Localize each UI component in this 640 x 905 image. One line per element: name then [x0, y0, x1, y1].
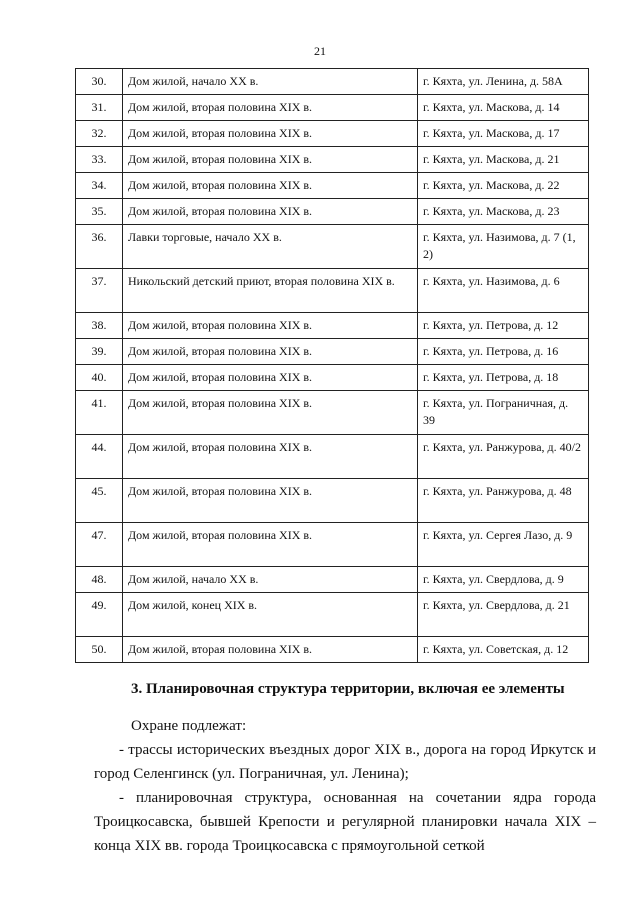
row-number: 30. [76, 69, 123, 95]
object-name: Дом жилой, конец XIX в. [123, 593, 418, 637]
table-row [76, 313, 589, 339]
object-address: г. Кяхта, ул. Советская, д. 12 [418, 637, 589, 663]
row-number: 48. [76, 567, 123, 593]
object-address: г. Кяхта, ул. Свердлова, д. 21 [418, 593, 589, 637]
object-name: Дом жилой, вторая половина XIX в. [123, 121, 418, 147]
object-name: Дом жилой, вторая половина XIX в. [123, 435, 418, 479]
protected-item-structure: - планировочная структура, основанная на сочетании ядра города Троицкосавска, бывшей Крепости и регулярной планировки начала XIX – конца XIX вв. города Троицкосавска с прямоугольной сеткой [94, 790, 596, 854]
object-address: г. Кяхта, ул. Петрова, д. 18 [418, 365, 589, 391]
row-number: 41. [76, 391, 123, 435]
object-name: Дом жилой, вторая половина XIX в. [123, 313, 418, 339]
object-address: г. Кяхта, ул. Ранжурова, д. 48 [418, 479, 589, 523]
table-row [76, 365, 589, 391]
page-number: 21 [314, 44, 326, 58]
row-number: 39. [76, 339, 123, 365]
object-address: г. Кяхта, ул. Назимова, д. 7 (1, 2) [418, 225, 589, 269]
table-row [76, 637, 589, 663]
object-name: Дом жилой, начало XX в. [123, 69, 418, 95]
table-row [76, 593, 589, 637]
object-address: г. Кяхта, ул. Ранжурова, д. 40/2 [418, 435, 589, 479]
protected-item-roads: - трассы исторических въездных дорог XIX в., дорога на город Иркутск и город Селенгинск (ул. Пограничная, ул. Ленина); [94, 742, 596, 782]
table-row [76, 69, 589, 95]
table-row [76, 269, 589, 313]
table-row [76, 523, 589, 567]
protection-intro: Охране подлежат: [131, 718, 247, 734]
section-title: 3. Планировочная структура территории, включая ее элементы [131, 681, 565, 697]
table-row [76, 339, 589, 365]
row-number: 49. [76, 593, 123, 637]
table-body [76, 69, 589, 663]
object-name: Дом жилой, вторая половина XIX в. [123, 637, 418, 663]
table-row [76, 479, 589, 523]
row-number: 36. [76, 225, 123, 269]
row-number: 45. [76, 479, 123, 523]
object-name: Дом жилой, вторая половина XIX в. [123, 95, 418, 121]
object-address: г. Кяхта, ул. Ленина, д. 58А [418, 69, 589, 95]
row-number: 40. [76, 365, 123, 391]
row-number: 47. [76, 523, 123, 567]
object-address: г. Кяхта, ул. Маскова, д. 21 [418, 147, 589, 173]
object-name: Дом жилой, вторая половина XIX в. [123, 479, 418, 523]
object-address: г. Кяхта, ул. Маскова, д. 17 [418, 121, 589, 147]
object-name: Дом жилой, вторая половина XIX в. [123, 365, 418, 391]
row-number: 33. [76, 147, 123, 173]
object-name: Лавки торговые, начало XX в. [123, 225, 418, 269]
object-name: Дом жилой, вторая половина XIX в. [123, 147, 418, 173]
row-number: 31. [76, 95, 123, 121]
object-name: Никольский детский приют, вторая половина XIX в. [123, 269, 418, 313]
object-address: г. Кяхта, ул. Сергея Лазо, д. 9 [418, 523, 589, 567]
table-row [76, 567, 589, 593]
row-number: 38. [76, 313, 123, 339]
row-number: 50. [76, 637, 123, 663]
table-row [76, 435, 589, 479]
table-row [76, 199, 589, 225]
object-name: Дом жилой, вторая половина XIX в. [123, 523, 418, 567]
object-address: г. Кяхта, ул. Маскова, д. 14 [418, 95, 589, 121]
object-name: Дом жилой, вторая половина XIX в. [123, 339, 418, 365]
object-address: г. Кяхта, ул. Петрова, д. 12 [418, 313, 589, 339]
row-number: 44. [76, 435, 123, 479]
table-row [76, 147, 589, 173]
object-address: г. Кяхта, ул. Маскова, д. 23 [418, 199, 589, 225]
row-number: 37. [76, 269, 123, 313]
row-number: 34. [76, 173, 123, 199]
table-row [76, 225, 589, 269]
object-address: г. Кяхта, ул. Пограничная, д. 39 [418, 391, 589, 435]
table-row [76, 95, 589, 121]
object-address: г. Кяхта, ул. Маскова, д. 22 [418, 173, 589, 199]
row-number: 35. [76, 199, 123, 225]
object-address: г. Кяхта, ул. Назимова, д. 6 [418, 269, 589, 313]
object-address: г. Кяхта, ул. Свердлова, д. 9 [418, 567, 589, 593]
heritage-objects-table [75, 68, 589, 663]
row-number: 32. [76, 121, 123, 147]
object-name: Дом жилой, вторая половина XIX в. [123, 173, 418, 199]
object-name: Дом жилой, начало XX в. [123, 567, 418, 593]
object-name: Дом жилой, вторая половина XIX в. [123, 391, 418, 435]
object-address: г. Кяхта, ул. Петрова, д. 16 [418, 339, 589, 365]
object-name: Дом жилой, вторая половина XIX в. [123, 199, 418, 225]
table-row [76, 391, 589, 435]
table-row [76, 173, 589, 199]
table-row [76, 121, 589, 147]
